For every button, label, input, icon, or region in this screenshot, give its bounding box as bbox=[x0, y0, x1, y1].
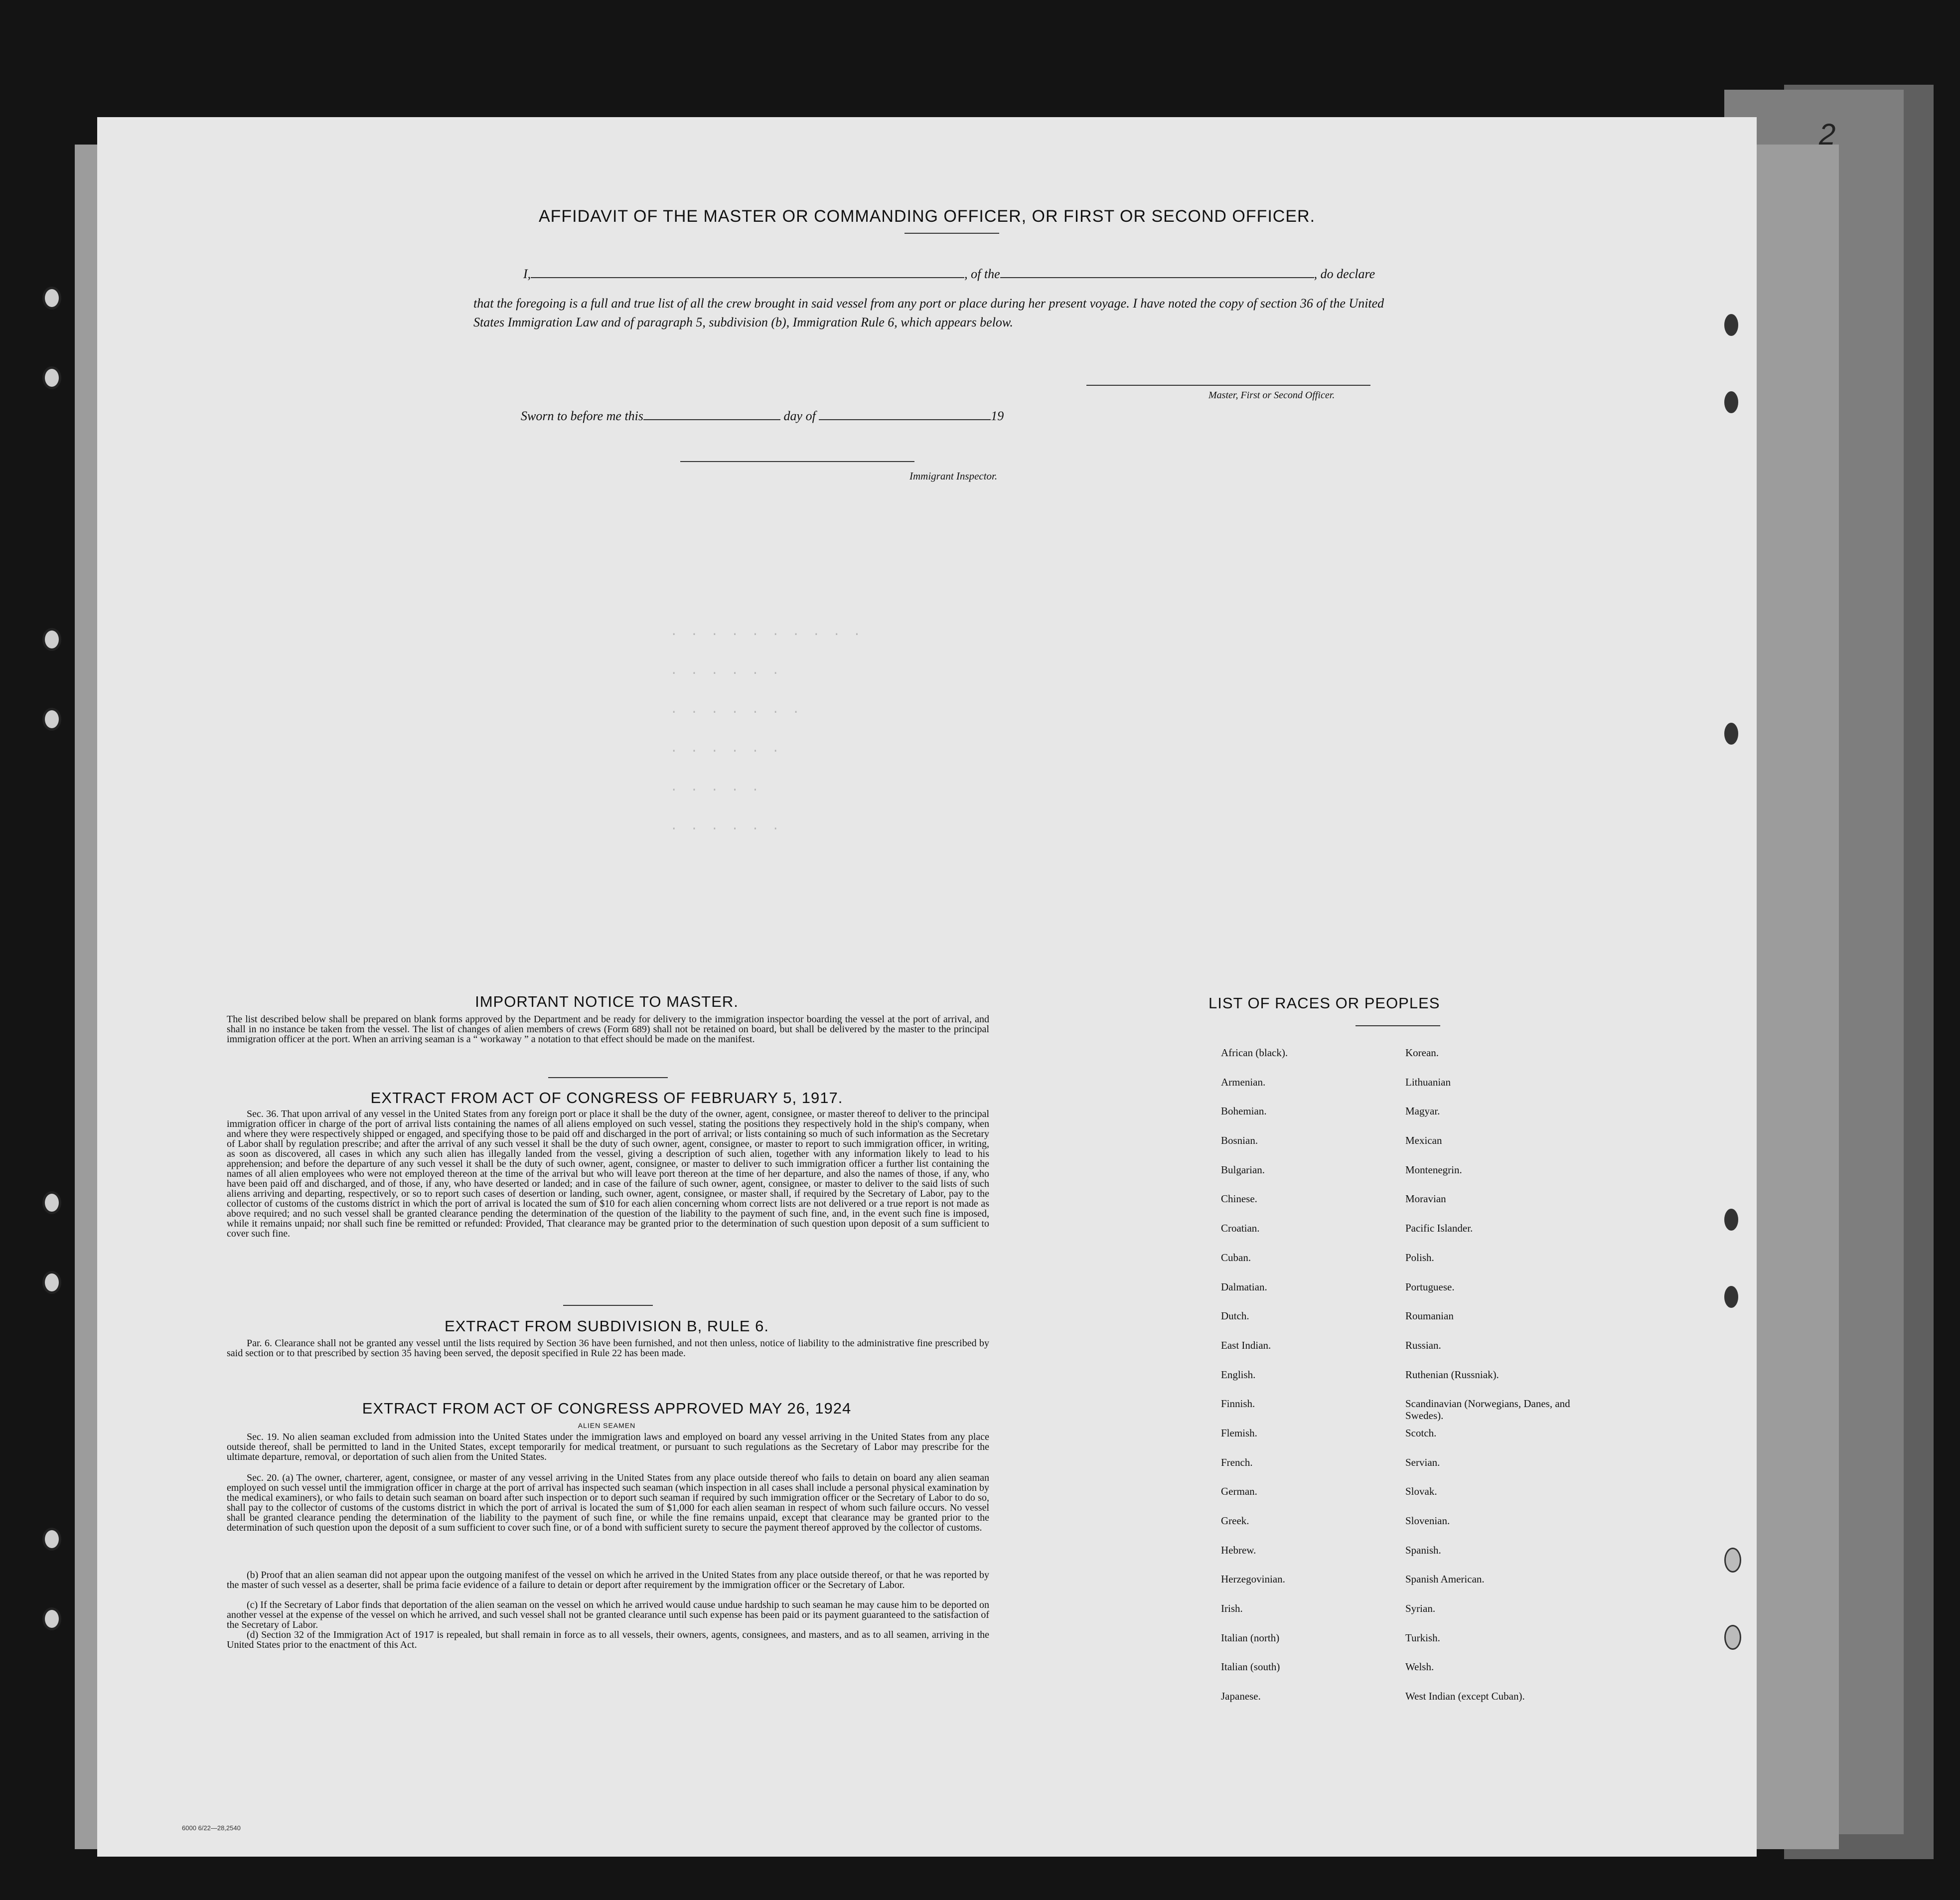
title-underline bbox=[905, 233, 999, 234]
extract-rule6-body: Par. 6. Clearance shall not be granted any vessel until the lists required by Section 36 have been furnished, and not then unless, notice of liability to the administrative fine prescribed by said section or to that prescribed by section 35 having been served, the deposit specified in Rule 22 has been made. bbox=[227, 1338, 989, 1359]
race-item: Magyar. bbox=[1405, 1105, 1440, 1117]
race-item: Slovak. bbox=[1405, 1485, 1437, 1498]
race-item: Servian. bbox=[1405, 1456, 1440, 1468]
master-signature-line bbox=[1086, 385, 1370, 386]
sworn-month-blank bbox=[819, 419, 991, 420]
inspector-signature-label: Immigrant Inspector. bbox=[909, 470, 998, 482]
binder-hole-icon bbox=[42, 366, 61, 389]
race-item: Japanese. bbox=[1221, 1690, 1261, 1703]
notice-title: IMPORTANT NOTICE TO MASTER. bbox=[475, 993, 739, 1010]
race-item: Herzegovinian. bbox=[1221, 1573, 1285, 1585]
race-item: Dutch. bbox=[1221, 1310, 1249, 1322]
race-item: Pacific Islander. bbox=[1405, 1222, 1473, 1235]
races-title-underline bbox=[1356, 1025, 1440, 1026]
extract-1924-sec20a: Sec. 20. (a) The owner, charterer, agent, consignee, or master of any vessel arriving in the United States from any place outside thereof who fails to detain on board any alien seaman employed on such vessel until the immigration officer in charge at the port of arrival has inspected such seaman (which inspection in all cases shall include a personal physical examination by the medical examiners), or who fails to detain such seaman on board after such inspection or to deport such seaman if required by such immigration officer or the Secretary of Labor to do so, shall pay to the collector of customs of the customs district in which the port of arrival is located the sum of $1,000 for each alien seaman in respect of whom such failure occurs. No vessel shall be granted clearance pending the determination of the liability to the payment of such fine, or while the fine remains unpaid, except that clearance may be granted prior to the determination of such question upon the deposit of a sum sufficient to cover such fine, or of a bond with sufficient surety to secure the payment thereof approved by the collector of customs. bbox=[227, 1472, 989, 1533]
race-item: Hebrew. bbox=[1221, 1544, 1256, 1556]
binder-hole-icon bbox=[42, 1191, 61, 1214]
race-item: Ruthenian (Russniak). bbox=[1405, 1368, 1499, 1381]
declarant-prefix: I, bbox=[523, 267, 531, 281]
sworn-day-of: day of bbox=[783, 409, 816, 423]
races-title: LIST OF RACES OR PEOPLES bbox=[1208, 994, 1440, 1012]
race-item: Polish. bbox=[1405, 1251, 1434, 1264]
back-sheet-tab-icon bbox=[1724, 1625, 1741, 1650]
affidavit-title: AFFIDAVIT OF THE MASTER OR COMMANDING OFFICER, OR FIRST OR SECOND OFFICER. bbox=[538, 207, 1316, 226]
binder-hole-icon bbox=[42, 628, 61, 651]
declaration-line bbox=[523, 267, 1669, 282]
declarant-name-blank bbox=[531, 277, 964, 278]
race-item: Slovenian. bbox=[1405, 1515, 1450, 1527]
notice-rule bbox=[548, 1077, 668, 1078]
race-item: Moravian bbox=[1405, 1193, 1446, 1205]
race-item: Armenian. bbox=[1221, 1076, 1266, 1088]
binder-hole-icon bbox=[42, 1271, 61, 1294]
race-item: Portuguese. bbox=[1405, 1280, 1455, 1293]
race-item: West Indian (except Cuban). bbox=[1405, 1690, 1525, 1703]
notice-body: The list described below shall be prepared on blank forms approved by the Department and be ready for delivery to the immigration inspector boarding the vessel at the port of arrival, and shall in no instance be taken from the vessel. The list of changes of alien members of crews (Form 689) shall not be retained on board, but shall be delivered by the master to the principal immigration officer at the port. When an arriving seaman is a “ workaway ” a notation to that effect should be made on the manifest. bbox=[227, 1014, 989, 1045]
race-item: Mexican bbox=[1405, 1134, 1442, 1147]
race-item: Syrian. bbox=[1405, 1602, 1436, 1615]
bleed-through-text: · · · · · · · · · · · · · · · · · · · · · · · · · · · · · · · · · · · · · · · · bbox=[670, 628, 864, 836]
race-item: Scotch. bbox=[1405, 1426, 1437, 1439]
race-item: Bosnian. bbox=[1221, 1134, 1258, 1147]
race-item: Turkish. bbox=[1405, 1631, 1440, 1644]
race-item: French. bbox=[1221, 1456, 1253, 1468]
extract-1924-sec20d: (d) Section 32 of the Immigration Act of 1917 is repealed, but shall remain in force as to all vessels, their owners, agents, consignees, and masters, and as to all seamen, arriving in the United States prior to the enactment of this Act. bbox=[227, 1629, 989, 1650]
race-item: Irish. bbox=[1221, 1602, 1243, 1615]
sworn-line bbox=[521, 409, 1218, 424]
corner-handwritten-mark: 2 bbox=[1819, 118, 1836, 151]
of-the-text: , of the bbox=[964, 267, 1000, 281]
back-sheet-tab-icon bbox=[1724, 391, 1738, 413]
inspector-signature-line bbox=[680, 461, 914, 462]
vessel-name-blank bbox=[1000, 277, 1314, 278]
race-item: Chinese. bbox=[1221, 1193, 1257, 1205]
binder-hole-icon bbox=[42, 1528, 61, 1551]
race-item: Bulgarian. bbox=[1221, 1163, 1265, 1176]
race-item: English. bbox=[1221, 1368, 1256, 1381]
do-declare-text: , do declare bbox=[1314, 267, 1375, 281]
race-item: Bohemian. bbox=[1221, 1105, 1267, 1117]
back-sheet-tab-icon bbox=[1724, 314, 1738, 336]
extract-1917-body: Sec. 36. That upon arrival of any vessel in the United States from any foreign port or place it shall be the duty of the owner, agent, consignee, or master thereof to deliver to the principal immigration officer in charge of the port of arrival lists containing the names of all aliens employed on such vessel, stating the positions they respectively hold in the ship's company, when and where they were respectively shipped or engaged, and specifying those to be paid off and discharged in the port of arrival; or lists containing so much of such information as the Secretary of Labor shall by regulation prescribe; and after the arrival of any such vessel it shall be the duty of such owner, agent, consignee, or master to report to such immigration officer, in writing, as soon as discovered, all cases in which any such alien has illegally landed from the vessel, giving a description of such alien, together with any information likely to lead to his apprehension; and before the departure of any such vessel it shall be the duty of such owner, agent, consignee, or master to deliver to such immigration officer a further list containing the names of all alien employees who were not employed thereon at the time of the arrival but who will leave port thereon at the time of her departure, and also the names of those, if any, who have been paid off and discharged, and of those, if any, who have deserted or landed; and in case of the failure of such owner, agent, consignee, or master to deliver to the said lists of such aliens arriving and departing, respectively, or so to report such cases of desertion or landing, such owner, agent, consignee, or master shall, if required by the Secretary of Labor, pay to the collector of customs of the customs district in which the port of arrival is located the sum of $10 for each alien concerning whom correct lists are not delivered or a true report is not made as above required; and no such vessel shall be granted clearance pending the determination of the question of the liability to the payment of such fine, and, in the event such fine is imposed, while it remains unpaid; nor shall such fine be remitted or refunded: Provided, That clearance may be granted prior to the determination of such question upon deposit of a sum sufficient to cover such fine. bbox=[227, 1108, 989, 1239]
document-page bbox=[97, 117, 1757, 1857]
race-item: Croatian. bbox=[1221, 1222, 1260, 1235]
race-item: Scandinavian (Norwegians, Danes, and Swedes). bbox=[1405, 1398, 1570, 1422]
race-item: Flemish. bbox=[1221, 1426, 1257, 1439]
master-signature-label: Master, First or Second Officer. bbox=[1208, 390, 1335, 401]
declaration-body: that the foregoing is a full and true list of all the crew brought in said vessel from any port or place during her present voyage. I have noted the copy of section 36 of the United States Immigration Law and of paragraph 5, subdivision (b), Immigration Rule 6, which appears below. bbox=[473, 296, 1384, 329]
alien-seamen-subtitle: ALIEN SEAMEN bbox=[578, 1422, 636, 1429]
races-left-column bbox=[1221, 1047, 1380, 1720]
race-item: Lithuanian bbox=[1405, 1076, 1451, 1088]
race-item: Spanish American. bbox=[1405, 1573, 1485, 1585]
race-item: Dalmatian. bbox=[1221, 1280, 1267, 1293]
sworn-prefix: Sworn to before me this bbox=[521, 409, 644, 423]
extract-rule6-title: EXTRACT FROM SUBDIVISION B, RULE 6. bbox=[444, 1317, 769, 1335]
back-sheet-tab-icon bbox=[1724, 1286, 1738, 1308]
back-sheet-tab-icon bbox=[1724, 723, 1738, 745]
binder-hole-icon bbox=[42, 708, 61, 731]
race-item: Welsh. bbox=[1405, 1661, 1434, 1673]
binder-hole-icon bbox=[42, 287, 61, 310]
race-item: Finnish. bbox=[1221, 1398, 1255, 1410]
extract-1924-title: EXTRACT FROM ACT OF CONGRESS APPROVED MAY 26, 1924 bbox=[362, 1400, 852, 1417]
back-sheet-tab-icon bbox=[1724, 1548, 1741, 1573]
race-item: German. bbox=[1221, 1485, 1257, 1498]
race-item: African (black). bbox=[1221, 1047, 1288, 1059]
extract-1924-sec19: Sec. 19. No alien seaman excluded from admission into the United States under the immigration laws and employed on board any vessel arriving in the United States from any place outside thereof, shall be permitted to land in the United States, except temporarily for medical treatment, or pursuant to such regulations as the Secretary of Labor may prescribe for the ultimate departure, removal, or deportation of such alien from the United States. bbox=[227, 1431, 989, 1462]
extract-1917-rule bbox=[563, 1305, 653, 1306]
race-item: Italian (north) bbox=[1221, 1631, 1280, 1644]
race-item: Korean. bbox=[1405, 1047, 1439, 1059]
race-item: Spanish. bbox=[1405, 1544, 1441, 1556]
sworn-year: 19 bbox=[991, 409, 1004, 423]
form-number: 6000 6/22—28,2540 bbox=[182, 1824, 241, 1832]
extract-1924-sec20b: (b) Proof that an alien seaman did not appear upon the outgoing manifest of the vessel on which he arrived in the United States from any place outside thereof, or that he was reported by the master of such vessel as a deserter, shall be prima facie evidence of a failure to detain or deport after requirement by the immigration officer or the Secretary of Labor. bbox=[227, 1570, 989, 1590]
race-item: Cuban. bbox=[1221, 1251, 1251, 1264]
race-item: Greek. bbox=[1221, 1515, 1249, 1527]
race-item: Montenegrin. bbox=[1405, 1163, 1462, 1176]
race-item: Russian. bbox=[1405, 1339, 1441, 1351]
race-item: East Indian. bbox=[1221, 1339, 1271, 1351]
races-right-column bbox=[1405, 1047, 1595, 1720]
extract-1924-sec20c: (c) If the Secretary of Labor finds that deportation of the alien seaman on the vessel on which he arrived would cause undue hardship to such seaman he may cause him to be deported on another vessel at the expense of the vessel on which he arrived, and such vessel shall not be granted clearance until such expense has been paid or its payment guaranteed to the satisfaction of the Secretary of Labor. bbox=[227, 1599, 989, 1630]
binder-hole-icon bbox=[42, 1607, 61, 1630]
race-item: Italian (south) bbox=[1221, 1661, 1280, 1673]
back-sheet-tab-icon bbox=[1724, 1209, 1738, 1231]
extract-1917-title: EXTRACT FROM ACT OF CONGRESS OF FEBRUARY 5, 1917. bbox=[370, 1089, 843, 1107]
sworn-day-blank bbox=[643, 419, 780, 420]
race-item: Roumanian bbox=[1405, 1310, 1454, 1322]
